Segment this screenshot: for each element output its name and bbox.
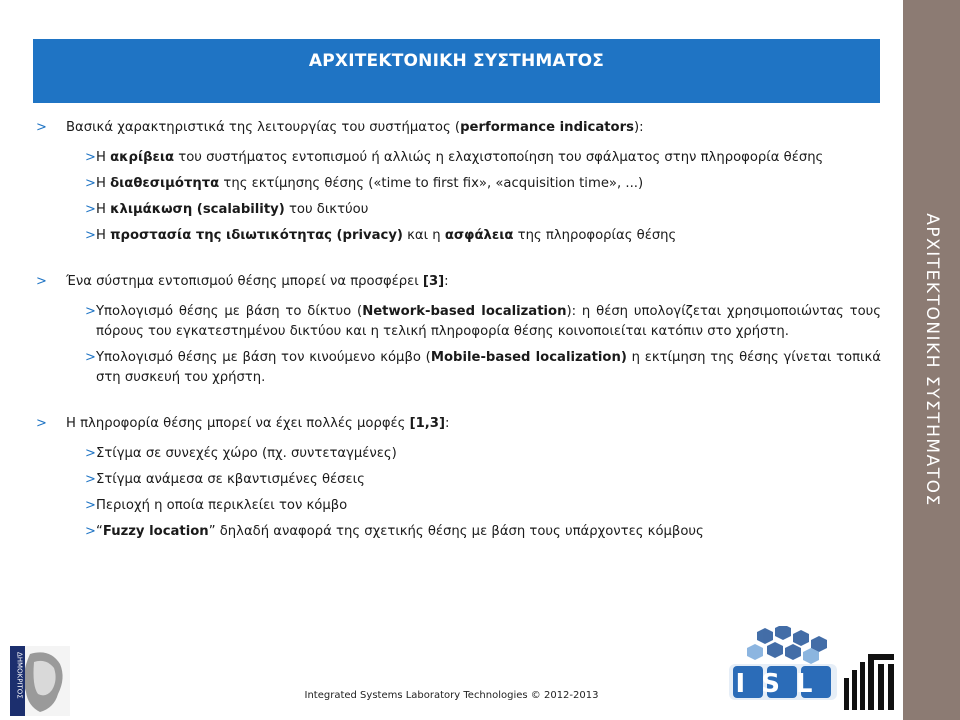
bullet-level2: > Στίγμα ανάμεσα σε κβαντισμένες θέσεις — [36, 470, 881, 490]
slide-title: ΑΡΧΙΤΕΚΤΟΝΙΚΗ ΣΥΣΤΗΜΑΤΟΣ — [308, 51, 605, 71]
bullet-marker: > — [85, 304, 96, 319]
side-panel — [903, 0, 960, 720]
bullet-marker: > — [85, 446, 96, 461]
democritus-logo-text: ΔΗΜΟΚΡΙΤΟΣ — [15, 652, 24, 699]
bullet-marker: > — [36, 416, 47, 431]
bullet-level1: > Η πληροφορία θέσης μπορεί να έχει πολλές μορφές [1,3]: — [36, 414, 881, 434]
bullet-level2: > Στίγμα σε συνεχές χώρο (πχ. συντεταγμένες) — [36, 444, 881, 464]
isl-logo-text: ISL — [735, 669, 829, 699]
bullet-level2: > Υπολογισμό θέσης με βάση τον κινούμενο κόμβο (Mobile-based localization) η εκτίμηση της θέσης γίνεται τοπικά στη συσκευή του χρήστη. — [85, 350, 881, 385]
side-title: ΑΡΧΙΤΕΚΤΟΝΙΚΗ ΣΥΣΤΗΜΑΤΟΣ — [921, 213, 942, 507]
footer-copyright: Integrated Systems Laboratory Technologies © 2012-2013 — [304, 690, 599, 701]
bullet-marker: > — [36, 120, 47, 135]
bullet-marker: > — [85, 150, 96, 165]
bullet-level1: > Βασικά χαρακτηριστικά της λειτουργίας του συστήματος (performance indicators): — [36, 118, 881, 138]
bullet-level1: > Ένα σύστημα εντοπισμού θέσης μπορεί να προσφέρει [3]: — [36, 272, 881, 292]
bullet-level2: > Η κλιμάκωση (scalability) του δικτύου — [36, 200, 881, 220]
bullet-marker: > — [36, 274, 47, 289]
bullet-level2: > Υπολογισμό θέσης με βάση το δίκτυο (Network-based localization): η θέση υπολογίζεται χρησιμοποιώντας τους πόρους του εγκατεστημένου δικτύου και η τελική πληροφορία θέσης κοινοποιείται κατόπιν στο χρήστη. — [85, 304, 882, 339]
bullet-marker: > — [85, 498, 96, 513]
bullet-level2: > Περιοχή η οποία περικλείει τον κόμβο — [36, 496, 881, 516]
slide-content — [36, 118, 881, 548]
democritus-logo — [10, 646, 70, 716]
bullet-marker: > — [85, 524, 96, 539]
bullet-marker: > — [85, 202, 96, 217]
bullet-marker: > — [85, 350, 96, 365]
bullet-marker: > — [85, 176, 96, 191]
bullet-level2: > Η προστασία της ιδιωτικότητας (privacy) και η ασφάλεια της πληροφορίας θέσης — [36, 226, 881, 246]
bullet-marker: > — [85, 472, 96, 487]
bullet-marker: > — [85, 228, 96, 243]
title-bar — [33, 39, 880, 103]
bullet-level2: > Η ακρίβεια του συστήματος εντοπισμού ή αλλιώς η ελαχιστοποίηση του σφάλματος στην πληροφορία θέσης — [36, 148, 881, 168]
bullet-level2: > “Fuzzy location” δηλαδή αναφορά της σχετικής θέσης με βάση τους υπάρχοντες κόμβους — [36, 522, 881, 542]
bullet-level2: > Η διαθεσιμότητα της εκτίμησης θέσης («time to first fix», «acquisition time», ...) — [36, 174, 881, 194]
